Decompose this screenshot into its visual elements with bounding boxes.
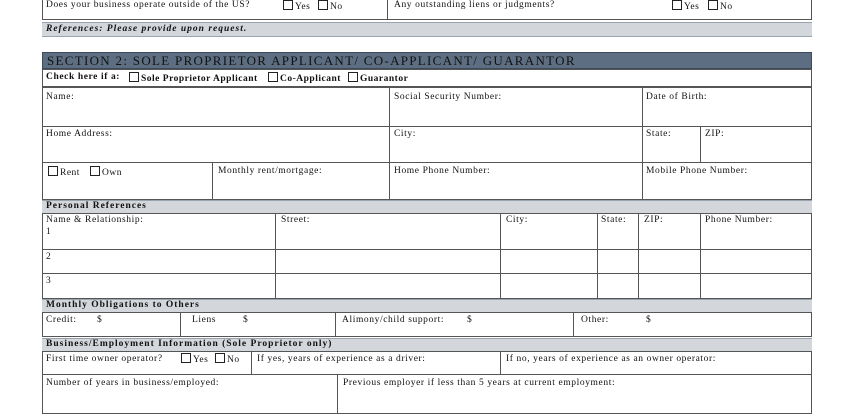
home-phone-label: Home Phone Number: [394,166,491,176]
divider [212,162,213,200]
divider [700,126,701,163]
alimony-dollar: $ [467,315,473,325]
if-no-label: If no, years of experience as an owner operator: [506,354,717,364]
guarantor-option[interactable] [348,72,408,84]
row-number-2: 2 [46,252,52,262]
divider [389,126,390,163]
row-divider [42,273,812,274]
checkbox-icon[interactable] [129,72,139,82]
monthly-obligations-text: Monthly Obligations to Others [46,300,200,310]
other-label: Other: [581,315,609,325]
checkbox-icon[interactable] [708,0,718,10]
liens-judgments-label: Any outstanding liens or judgments? [394,0,555,10]
alimony-label: Alimony/child support: [342,315,445,325]
col-divider [700,213,701,299]
no-label: No [720,2,733,12]
col-phone: Phone Number: [705,215,773,225]
checkbox-icon[interactable] [283,0,293,10]
other-dollar: $ [646,315,652,325]
yes-label: Yes [684,2,700,12]
divider [180,312,181,337]
dob-label: Date of Birth: [646,92,708,102]
references-table [42,213,812,299]
col-zip: ZIP: [644,215,664,225]
sole-proprietor-label: Sole Proprietor Applicant [141,74,258,84]
liens-judgments-yes[interactable] [672,0,699,12]
own-option[interactable] [90,166,122,178]
col-divider [500,213,501,299]
operate-outside-us-yes[interactable] [283,0,310,12]
personal-references-text: Personal References [46,201,147,211]
top-row-divider [387,0,388,20]
references-bar [42,22,812,37]
col-street: Street: [281,215,310,225]
name-label: Name: [46,92,75,102]
col-state: State: [601,215,627,225]
previous-employer-label: Previous employer if less than 5 years at current employment: [343,378,616,388]
checkbox-icon[interactable] [215,353,225,363]
first-time-no[interactable] [215,353,240,365]
first-time-label: First time owner operator? [46,354,163,364]
yes-label: Yes [193,355,209,365]
if-yes-label: If yes, years of experience as a driver: [257,354,426,364]
divider [573,312,574,337]
divider [642,87,643,127]
checkbox-icon[interactable] [48,166,58,176]
col-city: City: [506,215,529,225]
checkbox-icon[interactable] [181,353,191,363]
col-divider [638,213,639,299]
check-here-label: Check here if a: [46,72,121,82]
ssn-label: Social Security Number: [394,92,502,102]
own-label: Own [102,168,122,178]
years-in-business-label: Number of years in business/employed: [46,378,220,388]
address-row [42,126,812,163]
city-label: City: [394,129,417,139]
co-applicant-option[interactable] [268,72,341,84]
credit-label: Credit: [46,315,77,325]
checkbox-icon[interactable] [672,0,682,10]
zip-label: ZIP: [705,129,725,139]
home-address-label: Home Address: [46,129,113,139]
divider [642,162,643,200]
mobile-phone-label: Mobile Phone Number: [646,166,748,176]
sole-proprietor-option[interactable] [129,72,258,84]
divider [642,126,643,163]
business-employment-text: Business/Employment Information (Sole Proprietor only) [46,339,333,349]
checkbox-icon[interactable] [318,0,328,10]
rent-option[interactable] [48,166,80,178]
checkbox-icon[interactable] [268,72,278,82]
divider [337,374,338,414]
row-number-1: 1 [46,227,52,237]
row-number-3: 3 [46,276,52,286]
personal-references-bar [42,200,812,214]
col-divider [597,213,598,299]
no-label: No [330,2,343,12]
divider [500,351,501,375]
checkbox-icon[interactable] [90,166,100,176]
yes-label: Yes [295,2,311,12]
operate-outside-us-no[interactable] [318,0,343,12]
guarantor-label: Guarantor [360,74,409,84]
monthly-obligations-bar [42,299,812,313]
section2-header [42,52,812,69]
monthly-rent-label: Monthly rent/mortgage: [218,166,323,176]
divider [251,351,252,375]
rent-label: Rent [60,168,80,178]
references-text: References: Please provide upon request. [46,24,248,34]
state-label: State: [646,129,672,139]
liens-label: Liens [192,315,217,325]
operate-outside-us-label: Does your business operate outside of the US? [46,0,251,10]
col-divider [275,213,276,299]
business-employment-bar [42,338,812,352]
first-time-yes[interactable] [181,353,208,365]
col-name-relationship: Name & Relationship: [46,215,144,225]
divider [389,87,390,127]
co-applicant-label: Co-Applicant [280,74,341,84]
liens-judgments-no[interactable] [708,0,733,12]
credit-dollar: $ [97,315,103,325]
divider [389,162,390,200]
checkbox-icon[interactable] [348,72,358,82]
liens-dollar: $ [243,315,249,325]
divider [335,312,336,337]
no-label: No [227,355,240,365]
section2-title: SECTION 2: SOLE PROPRIETOR APPLICANT/ CO-APPLICANT/ GUARANTOR [47,53,576,68]
row-divider [42,249,812,250]
